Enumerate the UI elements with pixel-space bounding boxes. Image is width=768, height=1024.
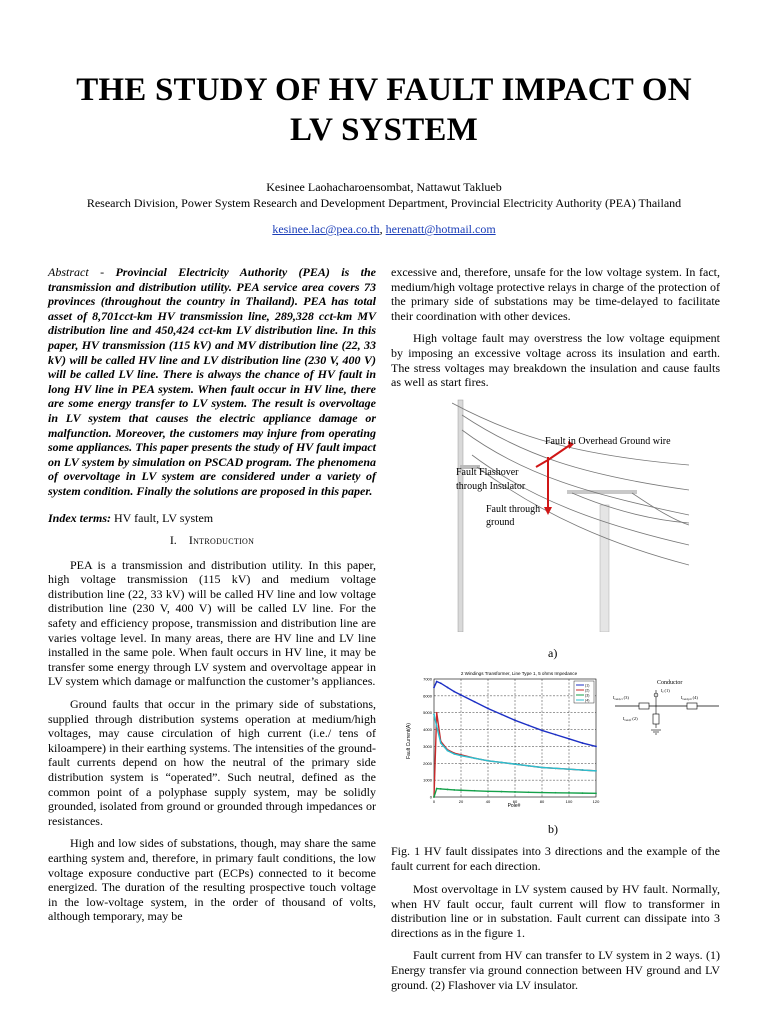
right-paragraph-4: Fault current from HV can transfer to LV system in 2 ways. (1) Energy transfer via ground connection between HV ground and LV ground. (2) Flashover via LV insulator.	[391, 948, 720, 992]
right-column-bottom	[391, 882, 720, 1000]
figure-1-caption: Fig. 1 HV fault dissipates into 3 directions and the example of the fault current for each direction.	[391, 844, 720, 873]
pole-left-icon	[458, 400, 463, 632]
chart-legend-label: (1)	[585, 683, 590, 688]
section-heading-intro	[48, 533, 376, 548]
chart-point	[453, 789, 455, 791]
index-terms	[48, 511, 376, 526]
chart-point	[541, 792, 543, 794]
chart-x-tick-label: 20	[458, 799, 464, 804]
affiliation: Research Division, Power System Research and Development Department, Provincial Electricity Authority (PEA) Thailand	[86, 196, 682, 210]
chart-y-tick-label: 7000	[423, 676, 432, 682]
chart-point	[568, 792, 570, 794]
chart-point	[528, 791, 530, 793]
chart-point	[487, 760, 489, 762]
chart-point	[436, 681, 438, 683]
email-link-1[interactable]: kesinee.lac@pea.co.th	[272, 222, 380, 236]
chart-point	[453, 691, 455, 693]
chart-y-tick-label: 2000	[423, 760, 432, 766]
chart-point	[487, 790, 489, 792]
authors: Kesinee Laohacharoensombat, Nattawut Taklueb	[266, 180, 502, 194]
chart-x-tick-label: 120	[592, 799, 600, 804]
chart-point	[460, 694, 462, 696]
chart-point	[582, 742, 584, 744]
emails	[0, 222, 768, 237]
chart-legend-label: (2)	[585, 688, 590, 693]
chart-y-tick-label: 3000	[423, 743, 432, 749]
chart-x-tick-label: 40	[485, 799, 491, 804]
crossarm-right-icon	[567, 490, 637, 494]
paper-title	[0, 70, 768, 150]
chart-point	[514, 763, 516, 765]
section-number: I.	[169, 533, 177, 548]
chart-point	[433, 714, 435, 716]
label-flashover-2: through Insulator	[456, 481, 526, 492]
chart-point	[487, 708, 489, 710]
chart-point	[514, 719, 516, 721]
chart-point	[501, 762, 503, 764]
chart-x-tick-label: 60	[512, 799, 518, 804]
chart-legend-label: (4)	[585, 698, 590, 703]
intro-paragraph-1: PEA is a transmission and distribution utility. In this paper, high voltage transmission (115 kV) and medium voltage distribution line (22, 33 kV) will be called HV line and low voltage distribution line (230 V, 400 V) will be called LV line. For the safety and efficiency propose, transmission and distribution line are varies voltage level. In many areas, there are HV line and LV line installed in the same pole. When fault occurs in HV line, it may be transfer some energy through LV system and overvoltage appear in LV system which damage or malfunction the customer’s appliances.	[48, 557, 376, 689]
chart-point	[453, 753, 455, 755]
chart-x-tick-label: 80	[539, 799, 545, 804]
chart-point	[474, 701, 476, 703]
abstract-label: Abstract	[48, 265, 89, 279]
section-title: Introduction	[188, 533, 255, 548]
chart-point	[433, 687, 435, 689]
chart-point	[555, 767, 557, 769]
chart-y-tick-label: 6000	[423, 693, 432, 699]
chart-point	[447, 789, 449, 791]
chart-ylabel: Fault Current(A)	[406, 723, 412, 759]
chart-point	[595, 792, 597, 794]
chart-point	[514, 791, 516, 793]
right-paragraph-3: Most overvoltage in LV system caused by HV fault. Normally, when HV fault occur, fault current will flow to transformer in distribution line or in substation. Fault current can dissipate into 3 directions as in the figure 1.	[391, 882, 720, 940]
index-terms-text: HV fault, LV system	[111, 510, 214, 525]
chart-point	[474, 790, 476, 792]
chart-x-tick-label: 100	[565, 799, 573, 804]
chart-point	[447, 750, 449, 752]
chart-point	[582, 769, 584, 771]
right-paragraph-1: excessive and, therefore, unsafe for the low voltage system. In fact, medium/high voltage protective relays in charge of the protection of the primary side of substations may be time-delayed to facilitate their coordination with other devices.	[391, 265, 720, 323]
index-terms-label: Index terms:	[48, 510, 111, 525]
left-column	[48, 265, 376, 932]
figure-1b-label: b)	[548, 822, 558, 836]
current-label-1: $I_f(1)$	[661, 688, 670, 694]
fault-current-chart	[404, 667, 604, 812]
chart-point	[555, 734, 557, 736]
chart-point	[568, 768, 570, 770]
chart-legend-label: (3)	[585, 693, 590, 698]
chart-point	[474, 757, 476, 759]
chart-point	[582, 792, 584, 794]
chart-point	[447, 687, 449, 689]
chart-title: 2 Windings Transformer, Line Type 1, 5 ohms Impedance	[460, 671, 578, 676]
chart-point	[440, 788, 442, 790]
fault-circuit-diagram	[611, 676, 723, 746]
chart-point	[501, 714, 503, 716]
resistor-right-icon	[687, 703, 697, 709]
chart-point	[595, 770, 597, 772]
chart-y-tick-label: 5000	[423, 710, 432, 716]
current-label-2: $I_{Gnd,f}(2)$	[623, 716, 638, 722]
label-ground-1: Fault through	[486, 504, 541, 515]
figure-1a-label: a)	[548, 646, 558, 660]
right-column-top	[391, 265, 720, 398]
abstract-text: Provincial Electricity Authority (PEA) is the transmission and distribution utility. PEA service area covers 73 provinces (throughout the country in Thailand). PEA has total asset of 8,701cct-km HV transmission line, 289,328 cct-km MV distribution line and 450,424 cct-km LV distribution line. In this paper, HV transmission (115 kV) and MV distribution line (22, 33 kV) will be called HV line and LV distribution line (230 V, 400 V) will be called LV line. There is always the chance of HV fault in long HV line in PEA system. When fault occur in HV line, there are some energy transfer to LV system. The result is overvoltage in LV system that causes the electric appliance damage or malfunction. Moreover, the customers may injure from operating some appliances. This paper presents the study of HV fault impact on LV system by simulation on PSCAD program. The phenomena of overvoltage in LV system are considered under a variety of system condition. Finally the solutions are proposed in this paper.	[48, 265, 376, 498]
chart-point	[433, 796, 435, 798]
chart-point	[595, 746, 597, 748]
chart-point	[541, 767, 543, 769]
chart-point	[460, 789, 462, 791]
chart-point	[440, 742, 442, 744]
title-line-1: THE STUDY OF HV FAULT IMPACT ON	[76, 72, 692, 108]
chart-point	[436, 712, 438, 714]
intro-paragraph-3: High and low sides of substations, though, may share the same earthing system and, therefore, in primary fault conditions, the low voltage exposure conductive part (ECPs) connected to it become energized. The duration of the resulting prospective touch voltage in the low-voltage system, in the order of thousand of volts, although temporary, may be	[48, 836, 376, 924]
chart-point	[436, 725, 438, 727]
abstract	[48, 265, 376, 499]
email-link-2[interactable]: herenatt@hotmail.com	[385, 222, 496, 236]
current-label-4: $I_{Gnd,ptt}(4)$	[681, 695, 698, 701]
circuit-conductor-label: Conductor	[657, 680, 683, 686]
chart-y-tick-label: 4000	[423, 727, 432, 733]
chart-point	[568, 738, 570, 740]
chart-point	[501, 791, 503, 793]
chart-xlabel: Pole#	[507, 803, 521, 809]
chart-y-tick-label: 0	[429, 794, 432, 800]
chart-point	[555, 792, 557, 794]
fault-source-icon	[654, 693, 658, 697]
chart-point	[528, 765, 530, 767]
resistor-ground-icon	[653, 714, 659, 724]
label-ground-2: ground	[486, 517, 515, 528]
chart-point	[528, 724, 530, 726]
intro-paragraph-2: Ground faults that occur in the primary side of substations, supplied through distribution systems operation at medium/high voltages, may cause circulation of high current (i.e./ tens of kiloampere) in their earthing systems. The intensities of the ground-fault currents depend on how the neutral of the primary side distribution system is “operated”. Such neutral, defined as the common point of a polyphase supply system, may be solidly grounded, isolated from ground or grounded through impedances or resistances.	[48, 697, 376, 828]
chart-x-tick-label: 0	[432, 799, 436, 804]
title-line-2: LV SYSTEM	[290, 112, 478, 148]
resistor-left-icon	[639, 703, 649, 709]
figure-1a-illustration	[452, 395, 689, 632]
chart-point	[436, 788, 438, 790]
label-flashover-1: Fault Flashover	[456, 467, 519, 478]
label-overhead: Fault in Overhead Ground wire	[545, 436, 671, 447]
chart-point	[440, 682, 442, 684]
pole-right-icon	[600, 505, 609, 632]
right-paragraph-2: High voltage fault may overstress the low voltage equipment by imposing an excessive voltage across its insulation and earth. The stress voltages may breakdown the insulation and cause faults as well as start fires.	[391, 331, 720, 390]
chart-point	[460, 755, 462, 757]
chart-point	[541, 730, 543, 732]
abstract-dash: -	[88, 265, 116, 279]
chart-y-tick-label: 1000	[423, 777, 432, 783]
current-label-3: $I_{Gnd,ct}(3)$	[613, 695, 629, 701]
email-separator: ,	[379, 222, 386, 236]
